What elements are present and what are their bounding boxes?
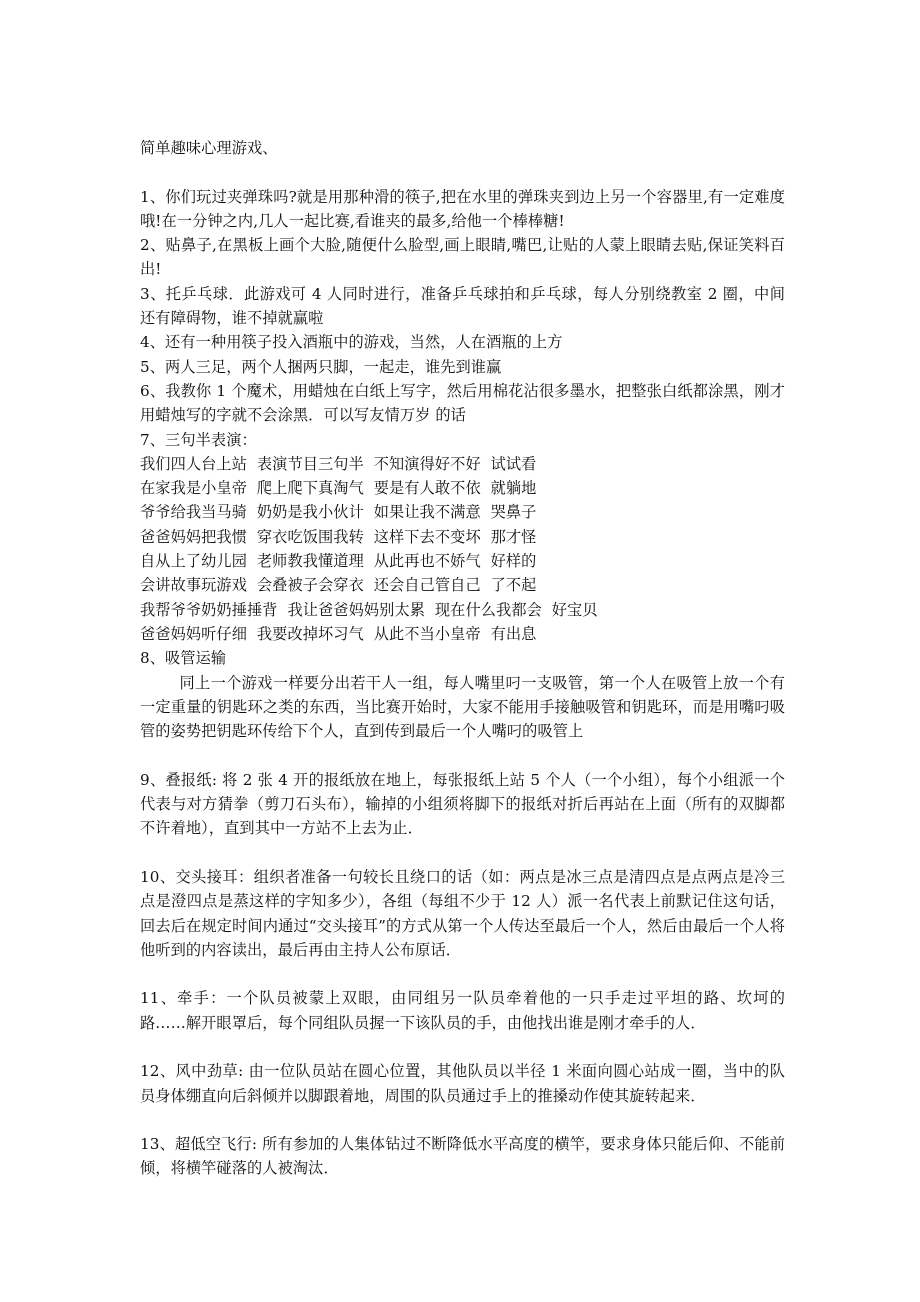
- document-title: 简单趣味心理游戏、: [140, 139, 278, 157]
- game-5: 5、两人三足，两个人捆两只脚，一起走，谁先到谁赢: [140, 357, 502, 376]
- game-8-body: 同上一个游戏一样要分出若干人一组，每人嘴里叼一支吸管，第一个人在吸管上放一个有一定重量的钥匙环之类的东西，当比赛开始时，大家不能用手接触吸管和钥匙环，而是用嘴叼吸管的姿势把钥匙环传给下个人，直到传到最后一个人嘴叼的吸管上: [140, 673, 785, 741]
- verse-line: 我帮爷爷奶奶捶捶背 我让爸爸妈妈别太累 现在什么我都会 好宝贝: [140, 600, 598, 619]
- game-4: 4、还有一种用筷子投入酒瓶中的游戏，当然，人在酒瓶的上方: [140, 333, 563, 352]
- verse-line: 我们四人台上站 表演节目三句半 不知演得好不好 试试看: [140, 454, 537, 473]
- game-10: 10、交头接耳：组织者准备一句较长且绕口的话（如：两点是冰三点是清四点是点两点是冷三点是澄四点是蒸这样的字知多少），各组（每组不少于 12 人）派一名代表上前默记住这句话，回去后在规定时间内通过“交头接耳”的方式从第一个人传达至最后一个人，然后由最后一个人将他听到的内容读出，最后再由主持人公布原话．: [140, 867, 785, 959]
- blank-line: [140, 743, 785, 767]
- game-1: 1、你们玩过夹弹珠吗?就是用那种滑的筷子,把在水里的弹珠夹到边上另一个容器里,有一定难度哦!在一分钟之内,几人一起比赛,看谁夹的最多,给他一个棒棒糖!: [140, 187, 785, 230]
- game-2: 2、贴鼻子,在黑板上画个大脸,随便什么脸型,画上眼睛,嘴巴,让贴的人蒙上眼睛去贴,保证笑料百出!: [140, 236, 785, 279]
- verse-line: 自从上了幼儿园 老师教我懂道理 从此再也不娇气 好样的: [140, 552, 537, 571]
- blank-line: [140, 962, 785, 986]
- verse-line: 会讲故事玩游戏 会叠被子会穿衣 还会自己管自己 了不起: [140, 576, 537, 595]
- game-13: 13、超低空飞行: 所有参加的人集体钻过不断降低水平高度的横竿，要求身体只能后仰、不能前倾，将横竿碰落的人被淘汰．: [140, 1135, 785, 1178]
- verse-line: 爷爷给我当马骑 奶奶是我小伙计 如果让我不满意 哭鼻子: [140, 503, 537, 522]
- game-8-title: 8、吸管运输: [140, 649, 227, 668]
- verse-line: 在家我是小皇帝 爬上爬下真淘气 要是有人敢不依 就躺地: [140, 479, 537, 498]
- game-6: 6、我教你 1 个魔术，用蜡烛在白纸上写字，然后用棉花沾很多墨水，把整张白纸都涂黑，刚才用蜡烛写的字就不会涂黑．可以写友情万岁 的话: [140, 381, 785, 425]
- game-11: 11、牵手：一个队员被蒙上双眼，由同组另一队员牵着他的一只手走过平坦的路、坎坷的路……解开眼罩后，每个同组队员握一下该队员的手，由他找出谁是刚才牵手的人．: [140, 989, 785, 1032]
- verse-line: 爸爸妈妈听仔细 我要改掉坏习气 从此不当小皇帝 有出息: [140, 624, 537, 643]
- game-9: 9、叠报纸: 将 2 张 4 开的报纸放在地上，每张报纸上站 5 个人（一个小组），每个小组派一个代表与对方猜拳（剪刀石头布），输掉的小组须将脚下的报纸对折后再站在上面（所有的双脚都不许着地），直到其中一方站不上去为止．: [140, 770, 785, 838]
- blank-line: [140, 1108, 785, 1132]
- game-7-title: 7、三句半表演：: [140, 430, 257, 449]
- blank-line: [140, 160, 785, 184]
- document-page: [140, 136, 785, 1181]
- blank-line: [140, 841, 785, 865]
- game-12: 12、风中劲草: 由一位队员站在圆心位置，其他队员以半径 1 米面向圆心站成一圈，当中的队员身体绷直向后斜倾并以脚跟着地，周围的队员通过手上的推搡动作使其旋转起来．: [140, 1062, 785, 1105]
- game-3: 3、托乒乓球．此游戏可 4 人同时进行，准备乒乓球拍和乒乓球，每人分别绕教室 2 圈，中间还有障碍物，谁不掉就赢啦: [140, 284, 785, 328]
- blank-line: [140, 1035, 785, 1059]
- verse-line: 爸爸妈妈把我惯 穿衣吃饭围我转 这样下去不变坏 那才怪: [140, 527, 537, 546]
